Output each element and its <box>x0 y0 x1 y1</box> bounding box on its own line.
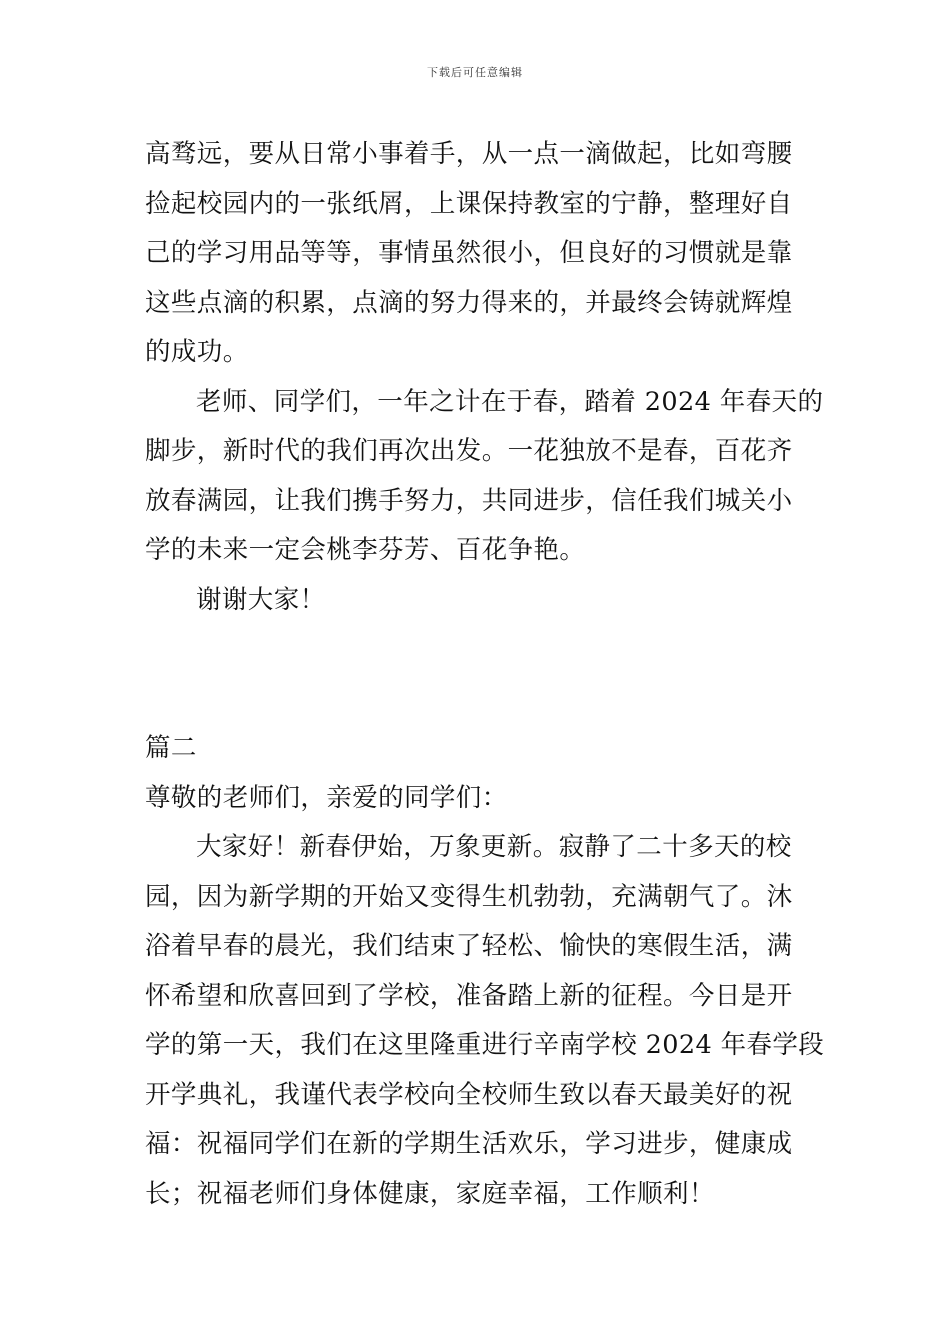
text-line: 园，因为新学期的开始又变得生机勃勃，充满朝气了。沐 <box>145 881 793 912</box>
paragraph-closing <box>145 576 815 626</box>
text-line: 己的学习用品等等，事情虽然很小，但良好的习惯就是靠 <box>145 238 793 268</box>
text-line: 放春满园，让我们携手努力，共同进步，信任我们城关小 <box>145 485 793 516</box>
text-line: 福：祝福同学们在新的学期生活欢乐，学习进步，健康成 <box>145 1129 793 1159</box>
section-title: 篇二 <box>145 733 197 763</box>
text-line: 大家好！新春伊始，万象更新。寂静了二十多天的校 <box>196 832 792 862</box>
section-gap <box>145 625 815 724</box>
paragraph-spring-message <box>145 378 824 576</box>
closing-text: 谢谢大家！ <box>196 584 326 615</box>
text-line: 学的未来一定会桃李芬芳、百花争艳。 <box>145 535 586 565</box>
document-body <box>145 130 825 1219</box>
text-line: 浴着早春的晨光，我们结束了轻松、愉快的寒假生活，满 <box>145 931 793 961</box>
paragraph-opening-speech <box>145 823 825 1219</box>
text-line: 高骛远，要从日常小事着手，从一点一滴做起，比如弯腰 <box>145 139 793 169</box>
text-line: 捡起校园内的一张纸屑，上课保持教室的宁静，整理好自 <box>145 188 793 219</box>
greeting-text: 尊敬的老师们，亲爱的同学们： <box>145 782 508 813</box>
text-line: 这些点滴的积累，点滴的努力得来的，并最终会铸就辉煌 <box>145 287 793 318</box>
paragraph-continuation <box>145 130 815 378</box>
text-line: 老师、同学们，一年之计在于春，踏着 2024 年春天的 <box>196 386 824 417</box>
text-line: 的成功。 <box>145 337 249 367</box>
greeting-line <box>145 774 815 824</box>
text-line: 怀希望和欣喜回到了学校，准备踏上新的征程。今日是开 <box>145 980 793 1011</box>
text-line: 开学典礼，我谨代表学校向全校师生致以春天最美好的祝 <box>145 1079 793 1110</box>
page-header: 下载后可任意编辑 <box>427 66 523 79</box>
text-line: 长；祝福老师们身体健康，家庭幸福，工作顺利！ <box>145 1178 715 1209</box>
text-line: 脚步，新时代的我们再次出发。一花独放不是春，百花齐 <box>145 436 793 466</box>
text-line: 学的第一天，我们在这里隆重进行辛南学校 2024 年春学段 <box>145 1030 825 1060</box>
